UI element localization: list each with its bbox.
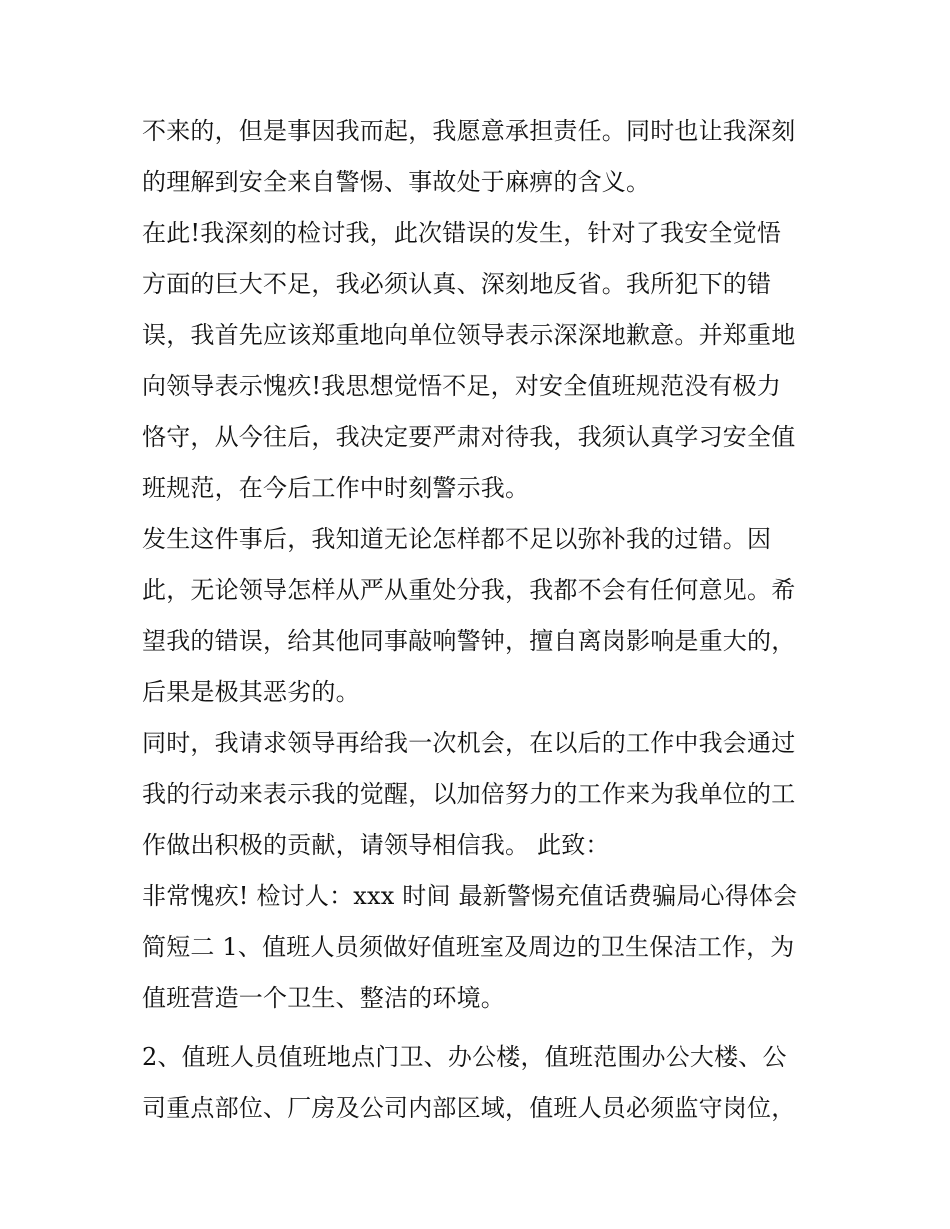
text-line: 司重点部位、厂房及公司内部区域，值班人员必须监守岗位， — [142, 1094, 796, 1122]
text-line: 在此!我深刻的检讨我，此次错误的发生，针对了我安全觉悟 — [142, 219, 782, 247]
text-line: 发生这件事后，我知道无论怎样都不足以弥补我的过错。因 — [142, 525, 772, 553]
text-line: 后果是极其恶劣的。 — [142, 678, 360, 706]
paragraph-spacing — [142, 1024, 822, 1032]
text-line: 恪守，从今往后，我决定要严肃对待我，我须认真学习安全值 — [142, 423, 796, 451]
text-line: 班规范，在今后工作中时刻警示我。 — [142, 474, 530, 502]
paragraph-consequence — [142, 514, 822, 718]
paragraph-responsibility — [142, 106, 822, 208]
text-line: 我的行动来表示我的觉醒，以加倍努力的工作来为我单位的工 — [142, 780, 796, 808]
text-line: 方面的巨大不足，我必须认真、深刻地反省。我所犯下的错 — [142, 270, 772, 298]
text-line: 此，无论领导怎样从严从重处分我，我都不会有任何意见。希 — [142, 576, 796, 604]
text-line: 值班营造一个卫生、整洁的环境。 — [142, 984, 505, 1012]
text-line: 误，我首先应该郑重地向单位领导表示深深地歉意。并郑重地 — [142, 321, 796, 349]
text-line: 简短二 1、值班人员须做好值班室及周边的卫生保洁工作，为 — [142, 933, 795, 961]
text-line: 2、值班人员值班地点门卫、办公楼，值班范围办公大楼、公 — [142, 1043, 787, 1071]
text-line: 的理解到安全来自警惕、事故处于麻痹的含义。 — [142, 168, 651, 196]
document-body — [142, 106, 822, 1134]
text-line: 向领导表示愧疚!我思想觉悟不足，对安全值班规范没有极力 — [142, 372, 782, 400]
paragraph-duty-2 — [142, 1032, 822, 1134]
paragraph-self-review — [142, 208, 822, 514]
text-line: 非常愧疚! 检讨人：xxx 时间 最新警惕充值话费骗局心得体会 — [142, 882, 798, 910]
text-line: 同时，我请求领导再给我一次机会，在以后的工作中我会通过 — [142, 729, 796, 757]
text-line: 作做出积极的贡献，请领导相信我。 此致： — [142, 831, 610, 859]
paragraph-request — [142, 718, 822, 871]
text-line: 不来的，但是事因我而起，我愿意承担责任。同时也让我深刻 — [142, 117, 796, 145]
text-line: 望我的错误，给其他同事敲响警钟，擅自离岗影响是重大的， — [142, 627, 796, 655]
paragraph-signoff-and-duty-1 — [142, 871, 822, 1024]
